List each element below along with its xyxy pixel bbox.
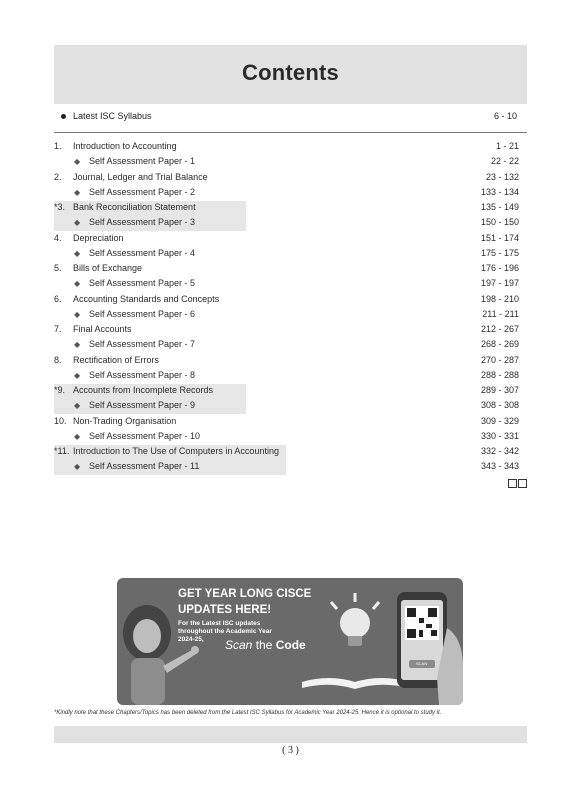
assessment-title: Self Assessment Paper - 1 <box>89 156 196 167</box>
assessment-pages: 330 - 331 <box>480 430 519 441</box>
chapter-title: Final Accounts <box>73 324 132 334</box>
assessment-row[interactable] <box>54 368 527 383</box>
assessment-title: Self Assessment Paper - 2 <box>89 186 196 197</box>
assessment-title: Self Assessment Paper - 11 <box>89 461 200 472</box>
assessment-row[interactable] <box>54 185 527 200</box>
diamond-bullet-icon: ◆ <box>74 218 81 228</box>
chapter-title: Bank Reconciliation Statement <box>73 202 196 212</box>
assessment-row[interactable] <box>54 215 527 230</box>
diamond-bullet-icon: ◆ <box>74 248 81 258</box>
chapter-number: 7. <box>54 324 62 334</box>
assessment-pages: 133 - 134 <box>480 186 519 197</box>
syllabus-row[interactable] <box>54 109 527 124</box>
chapter-pages: 309 - 329 <box>480 415 519 426</box>
chapter-row[interactable] <box>54 139 527 154</box>
chapter-title: Introduction to The Use of Computers in Accounting <box>73 446 279 456</box>
chapter-row[interactable] <box>54 231 527 246</box>
chapter-pages: 270 - 287 <box>480 354 519 365</box>
chapter-title: Non-Trading Organisation <box>73 415 177 426</box>
bullet-dot <box>61 114 66 119</box>
assessment-title: Self Assessment Paper - 6 <box>89 308 196 319</box>
chapter-row[interactable] <box>54 322 527 337</box>
footnote: *Kindly note that these Chapters/Topics has been deleted from the Latest ISC Syllabus for Academic Year 2024-25. Hence it is optional to study it. <box>54 710 442 716</box>
chapter-row[interactable] <box>54 170 527 185</box>
assessment-title: Self Assessment Paper - 5 <box>89 278 196 289</box>
chapter-title: Depreciation <box>73 232 124 243</box>
assessment-pages: 175 - 175 <box>480 247 519 258</box>
chapter-row[interactable] <box>54 353 527 368</box>
chapter-row[interactable] <box>54 383 527 398</box>
assessment-pages: 268 - 269 <box>480 339 519 350</box>
assessment-row[interactable] <box>54 307 527 322</box>
assessment-row[interactable] <box>54 154 527 169</box>
footer-band <box>54 726 527 743</box>
syllabus-pages: 6 - 10 <box>493 111 517 121</box>
assessment-title: Self Assessment Paper - 10 <box>89 430 201 441</box>
chapter-row[interactable] <box>54 414 527 429</box>
phone-scan-label: SCAN <box>416 661 428 666</box>
diamond-bullet-icon: ◆ <box>74 279 81 289</box>
chapter-title: Rectification of Errors <box>73 354 160 365</box>
promo-banner[interactable] <box>117 578 463 705</box>
chapter-number: 4. <box>54 232 62 243</box>
assessment-row[interactable] <box>54 429 527 444</box>
diamond-bullet-icon: ◆ <box>74 431 81 441</box>
diamond-bullet-icon: ◆ <box>74 187 81 197</box>
chapter-row[interactable] <box>54 292 527 307</box>
assessment-pages: 308 - 308 <box>480 400 519 411</box>
chapter-pages: 135 - 149 <box>480 202 519 212</box>
chapter-pages: 212 - 267 <box>480 324 519 334</box>
assessment-pages: 150 - 150 <box>480 217 519 228</box>
syllabus-label: Latest ISC Syllabus <box>73 111 152 121</box>
chapter-number: 10. <box>54 415 67 426</box>
assessment-title: Self Assessment Paper - 3 <box>89 217 196 228</box>
assessment-pages: 197 - 197 <box>480 278 519 289</box>
chapter-pages: 289 - 307 <box>480 385 519 395</box>
chapter-title: Journal, Ledger and Trial Balance <box>73 171 208 182</box>
divider <box>54 132 527 133</box>
assessment-pages: 343 - 343 <box>480 461 519 472</box>
assessment-title: Self Assessment Paper - 9 <box>89 400 196 411</box>
banner-subtext: For the Latest ISC updates throughout the Academic Year 2024-25, <box>178 620 272 643</box>
chapter-title: Accounts from Incomplete Records <box>73 385 214 395</box>
assessment-title: Self Assessment Paper - 7 <box>89 339 196 350</box>
chapter-row[interactable] <box>54 200 527 215</box>
diamond-bullet-icon: ◆ <box>74 370 81 380</box>
diamond-bullet-icon: ◆ <box>74 309 81 319</box>
chapter-row[interactable] <box>54 444 527 459</box>
chapter-number: 8. <box>54 354 62 365</box>
assessment-pages: 22 - 22 <box>490 156 519 167</box>
chapter-title: Bills of Exchange <box>73 263 143 273</box>
scan-code-text: Scan the Code <box>225 638 306 652</box>
chapter-number: *3. <box>54 202 66 212</box>
diamond-bullet-icon: ◆ <box>74 462 81 472</box>
chapter-number: 1. <box>54 141 62 151</box>
chapter-pages: 176 - 196 <box>480 263 519 273</box>
chapter-number: *11. <box>54 446 70 456</box>
chapter-title: Accounting Standards and Concepts <box>73 293 220 304</box>
assessment-pages: 211 - 211 <box>482 308 519 319</box>
diamond-bullet-icon: ◆ <box>74 401 81 411</box>
chapter-pages: 198 - 210 <box>480 293 519 304</box>
assessment-pages: 288 - 288 <box>480 369 519 380</box>
chapter-row[interactable] <box>54 261 527 276</box>
page-title: Contents <box>242 60 339 85</box>
chapter-number: 6. <box>54 293 62 304</box>
chapter-pages: 1 - 21 <box>495 141 519 151</box>
chapter-number: 2. <box>54 171 62 182</box>
assessment-row[interactable] <box>54 398 527 413</box>
chapter-number: 5. <box>54 263 62 273</box>
banner-headline: GET YEAR LONG CISCE UPDATES HERE! <box>178 588 312 616</box>
assessment-row[interactable] <box>54 337 527 352</box>
assessment-row[interactable] <box>54 459 527 474</box>
diamond-bullet-icon: ◆ <box>74 340 81 350</box>
chapter-number: *9. <box>54 385 66 395</box>
chapter-pages: 332 - 342 <box>480 446 519 456</box>
assessment-row[interactable] <box>54 276 527 291</box>
assessment-title: Self Assessment Paper - 8 <box>89 369 196 380</box>
diamond-bullet-icon: ◆ <box>74 157 81 167</box>
chapter-title: Introduction to Accounting <box>73 141 177 151</box>
page-number: ( 3 ) <box>282 745 299 756</box>
assessment-title: Self Assessment Paper - 4 <box>89 247 196 258</box>
chapter-pages: 151 - 174 <box>480 232 519 243</box>
assessment-row[interactable] <box>54 246 527 261</box>
end-marks <box>507 479 527 491</box>
chapter-pages: 23 - 132 <box>485 171 519 182</box>
